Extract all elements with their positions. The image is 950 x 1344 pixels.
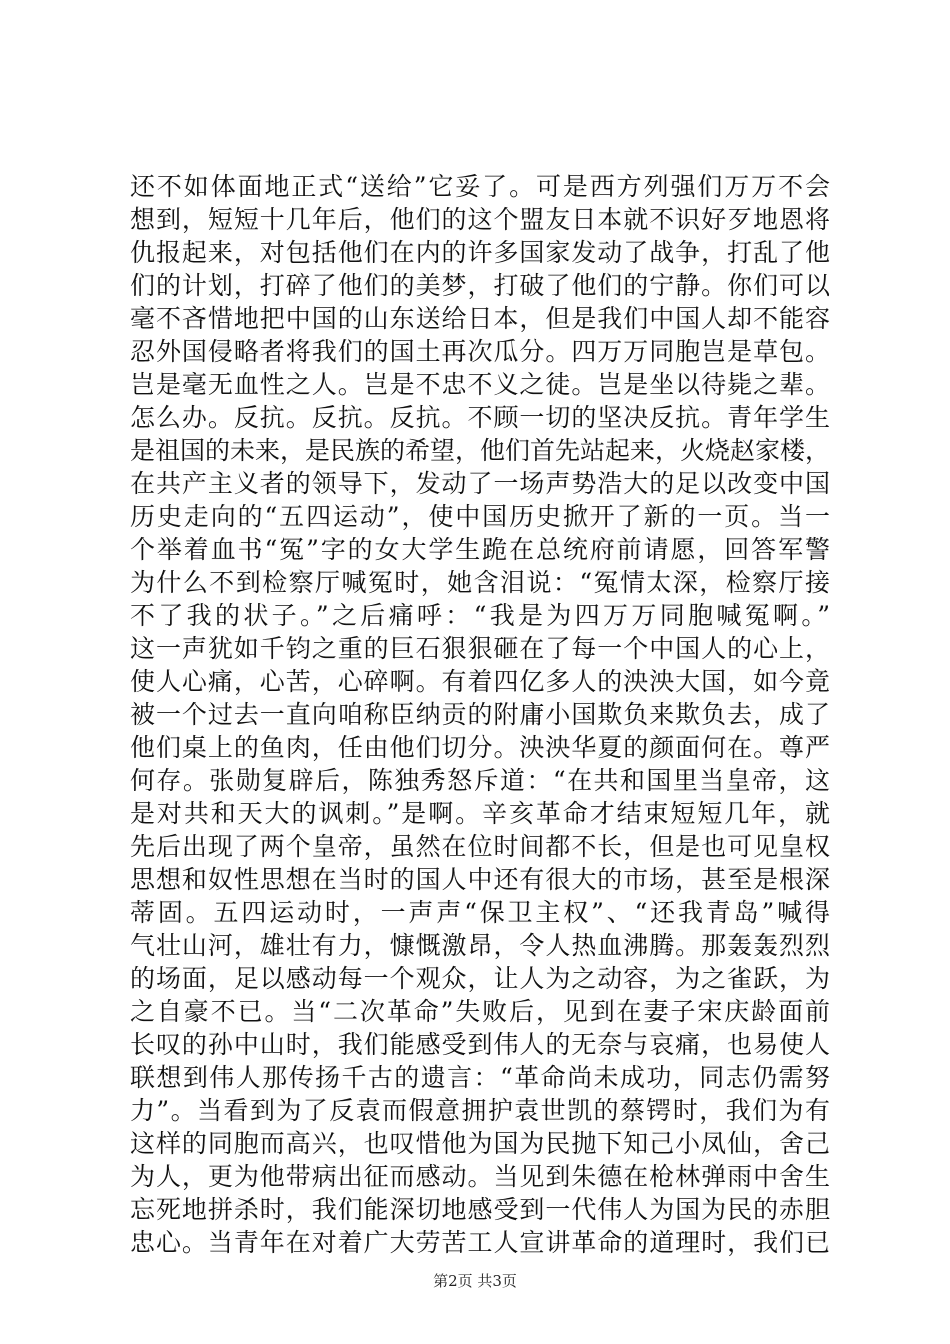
text-line-20: 是对共和天大的讽刺。”是啊。辛亥革命才结束短短几年，就: [130, 799, 830, 828]
text-line-32: 忘死地拼杀时，我们能深切地感受到一代伟人为国为民的赤胆: [130, 1195, 830, 1224]
text-line-19: 何存。张勋复辟后，陈独秀怒斥道：“在共和国里当皇帝，这: [130, 766, 830, 795]
text-line-25: 的场面，足以感动每一个观众，让人为之动容，为之雀跃，为: [130, 964, 830, 993]
text-line-5: 毫不吝惜地把中国的山东送给日本，但是我们中国人却不能容: [130, 304, 830, 333]
text-line-3: 仇报起来，对包括他们在内的许多国家发动了战争，打乱了他: [130, 238, 830, 267]
text-line-9: 是祖国的未来，是民族的希望，他们首先站起来，火烧赵家楼，: [130, 436, 831, 465]
text-line-14: 不了我的状子。”之后痛呼：“我是为四万万同胞喊冤啊。”: [130, 601, 830, 630]
text-line-24: 气壮山河，雄壮有力，慷慨激昂，令人热血沸腾。那轰轰烈烈: [130, 931, 830, 960]
text-line-15: 这一声犹如千钧之重的巨石狠狠砸在了每一个中国人的心上，: [130, 634, 830, 663]
text-line-6: 忍外国侵略者将我们的国土再次瓜分。四万万同胞岂是草包。: [130, 337, 830, 366]
text-line-10: 在共产主义者的领导下，发动了一场声势浩大的足以改变中国: [130, 469, 830, 498]
text-line-2: 想到，短短十几年后，他们的这个盟友日本就不识好歹地恩将: [130, 205, 830, 234]
text-line-28: 联想到伟人那传扬千古的遗言：“革命尚未成功，同志仍需努: [130, 1063, 830, 1092]
text-line-16: 使人心痛，心苦，心碎啊。有着四亿多人的泱泱大国，如今竟: [130, 667, 830, 696]
text-line-21: 先后出现了两个皇帝，虽然在位时间都不长，但是也可见皇权: [130, 832, 830, 861]
text-line-30: 这样的同胞而高兴，也叹惜他为国为民抛下知己小凤仙，舍己: [130, 1129, 830, 1158]
text-line-23: 蒂固。五四运动时，一声声“保卫主权”、“还我青岛”喊得: [130, 898, 830, 927]
text-line-4: 们的计划，打碎了他们的美梦，打破了他们的宁静。你们可以: [130, 271, 830, 300]
text-line-7: 岂是毫无血性之人。岂是不忠不义之徒。岂是坐以待毙之辈。: [130, 370, 830, 399]
text-line-31: 为人，更为他带病出征而感动。当见到朱德在枪林弹雨中舍生: [130, 1162, 830, 1191]
text-line-12: 个举着血书“冤”字的女大学生跪在总统府前请愿，回答军警: [130, 535, 830, 564]
text-line-33: 忠心。当青年在对着广大劳苦工人宣讲革命的道理时，我们已: [130, 1228, 830, 1257]
text-line-18: 他们桌上的鱼肉，任由他们切分。泱泱华夏的颜面何在。尊严: [130, 733, 830, 762]
text-line-17: 被一个过去一直向咱称臣纳贡的附庸小国欺负来欺负去，成了: [130, 700, 830, 729]
text-line-26: 之自豪不已。当“二次革命”失败后，见到在妻子宋庆龄面前: [130, 997, 830, 1026]
text-line-27: 长叹的孙中山时，我们能感受到伟人的无奈与哀痛，也易使人: [130, 1030, 830, 1059]
page-number-footer: 第2页 共3页: [433, 1272, 517, 1290]
text-line-8: 怎么办。反抗。反抗。反抗。不顾一切的坚决反抗。青年学生: [130, 403, 830, 432]
text-line-22: 思想和奴性思想在当时的国人中还有很大的市场，甚至是根深: [130, 865, 830, 894]
text-line-11: 历史走向的“五四运动”，使中国历史掀开了新的一页。当一: [130, 502, 830, 531]
text-line-29: 力”。当看到为了反袁而假意拥护袁世凯的蔡锷时，我们为有: [130, 1096, 830, 1125]
text-line-13: 为什么不到检察厅喊冤时，她含泪说：“冤情太深，检察厅接: [130, 568, 830, 597]
body-text: [130, 170, 830, 1259]
text-line-1: 还不如体面地正式“送给”它妥了。可是西方列强们万万不会: [130, 172, 830, 201]
